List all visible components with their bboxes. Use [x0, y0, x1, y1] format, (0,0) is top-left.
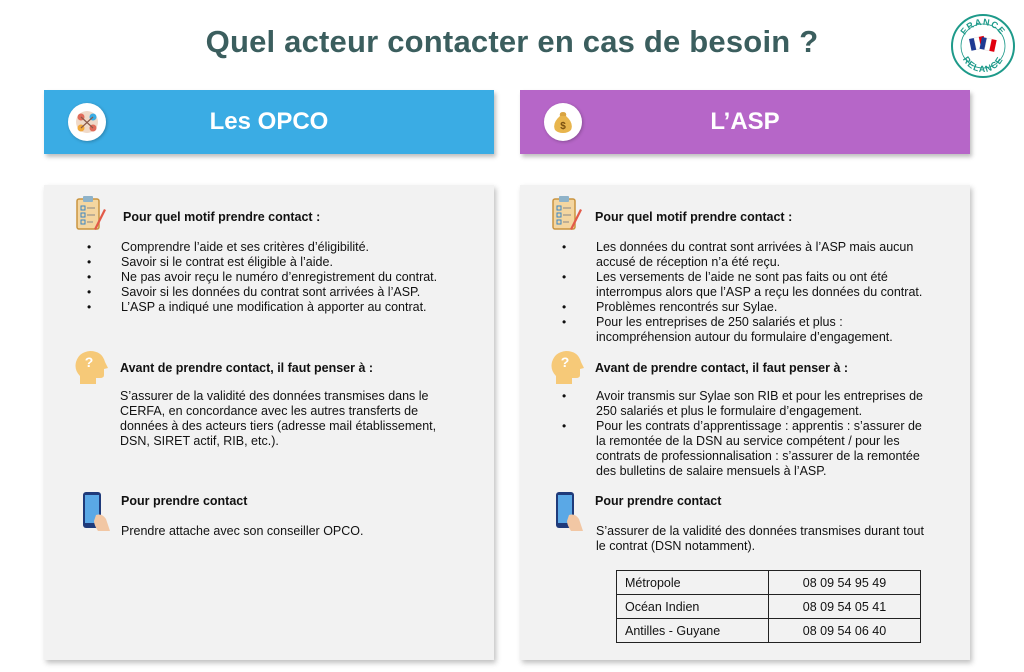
- clipboard-checklist-icon: [74, 195, 106, 233]
- opco-avant-text: S’assurer de la validité des données transmises dans le CERFA, en concordance avec les autres transferts de données à des acteurs tiers (adresse mail établissement, DSN, SIRET actif, RIB, etc.).: [120, 389, 437, 448]
- opco-motif-heading: Pour quel motif prendre contact :: [123, 210, 321, 224]
- list-item: • Les versements de l’aide ne sont pas faits ou ont été interrompus alors que l’ASP a reçu les données du contrat.: [562, 270, 967, 300]
- list-item: • Problèmes rencontrés sur Sylae.: [562, 300, 967, 315]
- list-item: • L’ASP a indiqué une modification à apporter au contrat.: [87, 300, 487, 315]
- clipboard-checklist-icon: [550, 195, 582, 233]
- asp-motif-list: [562, 240, 967, 345]
- svg-text:$: $: [560, 121, 566, 132]
- asp-motif-heading: Pour quel motif prendre contact :: [595, 210, 793, 224]
- list-item: • Comprendre l’aide et ses critères d’éligibilité.: [87, 240, 487, 255]
- opco-title: Les OPCO: [209, 108, 329, 135]
- list-item: • Avoir transmis sur Sylae son RIB et pour les entreprises de 250 salariés et plus le formulaire d’engagement.: [562, 389, 967, 419]
- france-relance-logo: [950, 13, 1016, 79]
- region-cell: Antilles - Guyane: [617, 619, 769, 643]
- page-title: Quel acteur contacter en cas de besoin ?: [205, 24, 819, 59]
- table-row: [617, 571, 921, 595]
- list-item: • Pour les contrats d’apprentissage : apprentis : s’assurer de la remontée de la DSN au service compétent / pour les contrats de professionnalisation : s’assurer de la remontée des bulletins de salaire mensuels à l’ASP.: [562, 419, 967, 479]
- asp-panel: [520, 185, 970, 660]
- opco-contact-text: Prendre attache avec son conseiller OPCO.: [121, 524, 364, 538]
- phone-cell: 08 09 54 05 41: [769, 595, 921, 619]
- asp-title: L’ASP: [710, 108, 780, 135]
- asp-contact-text: S’assurer de la validité des données transmises durant tout le contrat (DSN notamment).: [596, 524, 924, 553]
- smartphone-icon: [555, 491, 587, 533]
- asp-banner: [520, 90, 970, 154]
- list-item: • Ne pas avoir reçu le numéro d’enregistrement du contrat.: [87, 270, 487, 285]
- head-question-icon: [548, 348, 586, 386]
- opco-motif-list: [87, 240, 487, 315]
- list-item: • Savoir si le contrat est éligible à l’aide.: [87, 255, 487, 270]
- opco-panel: [44, 185, 494, 660]
- region-cell: Océan Indien: [617, 595, 769, 619]
- opco-banner: [44, 90, 494, 154]
- phone-cell: 08 09 54 06 40: [769, 619, 921, 643]
- phone-cell: 08 09 54 95 49: [769, 571, 921, 595]
- table-row: [617, 619, 921, 643]
- svg-text:?: ?: [560, 354, 570, 370]
- opco-contact-heading: Pour prendre contact: [121, 494, 248, 508]
- list-item: • Les données du contrat sont arrivées à l’ASP mais aucun accusé de réception n’a été reçu.: [562, 240, 967, 270]
- table-row: [617, 595, 921, 619]
- list-item: • Pour les entreprises de 250 salariés et plus : incompréhension autour du formulaire d’engagement.: [562, 315, 967, 345]
- svg-text:FRANCE: FRANCE: [958, 16, 1008, 37]
- phone-contacts-table: [616, 570, 921, 643]
- asp-avant-heading: Avant de prendre contact, il faut penser à :: [595, 361, 849, 375]
- opco-avant-heading: Avant de prendre contact, il faut penser à :: [120, 361, 374, 375]
- head-question-icon: [72, 348, 110, 386]
- asp-contact-heading: Pour prendre contact: [595, 494, 722, 508]
- asp-avant-list: [562, 389, 967, 479]
- svg-text:RELANCE: RELANCE: [960, 54, 1006, 75]
- list-item: • Savoir si les données du contrat sont arrivées à l’ASP.: [87, 285, 487, 300]
- svg-text:?: ?: [84, 354, 94, 370]
- region-cell: Métropole: [617, 571, 769, 595]
- smartphone-icon: [82, 491, 114, 533]
